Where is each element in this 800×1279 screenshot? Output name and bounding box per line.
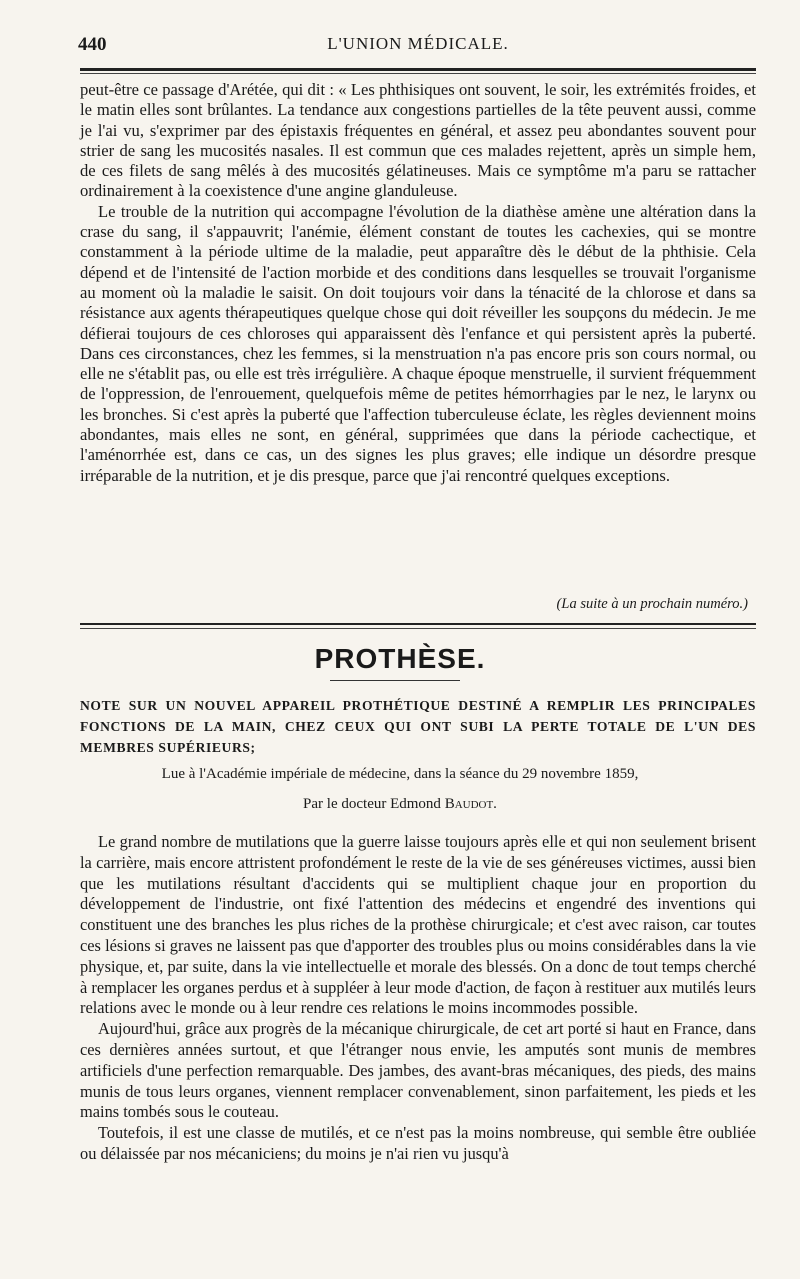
paragraph: Le trouble de la nutrition qui accompagne l'évolution de la diathèse amène une altération dans la crase du sang, il s'appauvrit; l'anémie, élément constant de toutes les cachexies, qui se montre constamment à la période ultime de la maladie, peut apparaître dès le début de la phthisie. Cela dépend et de l'intensité de l'action morbide et des conditions dans lesquelles se trouvait l'organisme au moment où la maladie le saisit. On doit toujours voir dans la ténacité de la chlorose et dans sa résistance aux agents thérapeutiques quelque chose qui doit réveiller les soupçons du médecin. Je me défierai toujours de ces chloroses qui apparaissent dès l'enfance et qui persistent après la puberté. Dans ces circonstances, chez les femmes, si la menstruation n'a pas encore pris son cours normal, ou elle ne s'établit pas, ou elle est très irrégulière. A chaque époque menstruelle, il survient fréquemment de l'oppression, de l'enrouement, quelquefois même de petites hémorrhagies par le nez, le larynx ou les bronches. Si c'est après la puberté que l'affection tuberculeuse éclate, les règles deviennent moins abondantes, mais elles ne sont, en général, supprimées que dans la période cachectique, et l'aménorrhée est, dans ce cas, un des signes les plus graves; elle indique un désordre presque irréparable de la nutrition, et je dis presque, parce que j'ai rencontré quelques exceptions. [80,201,756,485]
continuation-note: (La suite à un prochain numéro.) [556,596,748,612]
header-rule [80,68,756,71]
author-line [0,796,800,813]
article-continuation [80,80,756,486]
journal-title: L'UNION MÉDICALE. [327,34,509,53]
note-title: NOTE SUR UN NOUVEL APPAREIL PROTHÉTIQUE DESTINÉ A REMPLIR LES PRINCIPALES FONCTIONS DE LA MAIN, CHEZ CEUX QUI ONT SUBI LA PERTE TOTALE DE L'UN DES MEMBRES SUPÉRIEURS; [80,698,756,755]
section-title: PROTHÈSE. [314,643,486,674]
paragraph: Le grand nombre de mutilations que la guerre laisse toujours après elle et qui non seulement brisent la carrière, mais encore attristent profondément le reste de la vie de ses généreuses victimes, aussi bien que les mutilations résultant d'accidents qui se multiplient chaque jour en proportion du développement de l'industrie, ont fixé l'attention des médecins et engendré des inventions qui constituent une des branches les plus riches de la prothèse chirurgicale; et c'est avec raison, car toutes ces lésions si graves ne laissent pas que d'apporter des troubles plus ou moins considérables dans la vie physique, et, par suite, dans la vie intellectuelle et morale des blessés. On a donc de tout temps cherché à remplacer les organes perdus et à suppléer à leur mode d'action, de façon à restituer aux mutilés leurs relations avec le monde ou à leur rendre ces relations le moins incommodes possible. [80,832,756,1018]
page-number: 440 [78,34,107,55]
paragraph: Aujourd'hui, grâce aux progrès de la mécanique chirurgicale, de cet art porté si haut en France, dans ces dernières années surtout, et que l'étranger nous envie, les amputés sont munis de membres artificiels d'une perfection remarquable. Des jambes, des avant-bras mécaniques, des pieds, des mains munis de tous leurs organes, viennent remplacer convenablement, sinon parfaitement, les pieds et les mains tombés sous le couteau. [80,1019,756,1122]
section-divider [80,623,756,625]
article-body [80,832,756,1165]
read-at-line: Lue à l'Académie impériale de médecine, dans la séance du 29 novembre 1859, [161,766,639,782]
title-rule [330,680,460,681]
author-prefix: Par le docteur Edmond [303,796,441,812]
paragraph: peut-être ce passage d'Arétée, qui dit : « Les phthisiques ont souvent, le soir, les extrémités froides, et le matin elles sont brûlantes. La tendance aux congestions partielles de la tête peuvent aussi, comme je l'ai vu, s'exprimer par des épistaxis fréquentes en général, et assez peu abondantes souvent pour strier de sang les mucosités nasales. Il est commun que ces malades rejettent, après un simple hem, de ces filets de sang mêlés à des mucosités gélatineuses. Mais ce symptôme m'a paru se rattacher ordinairement à la coexistence d'une angine glanduleuse. [80,80,756,201]
header-rule-thin [80,73,756,74]
paragraph: Toutefois, il est une classe de mutilés, et ce n'est pas la moins nombreuse, qui semble être oubliée ou délaissée par nos mécaniciens; du moins je n'ai rien vu jusqu'à [80,1123,756,1163]
author-surname: Baudot. [444,796,497,812]
section-divider-thin [80,628,756,629]
page-header [78,30,758,66]
